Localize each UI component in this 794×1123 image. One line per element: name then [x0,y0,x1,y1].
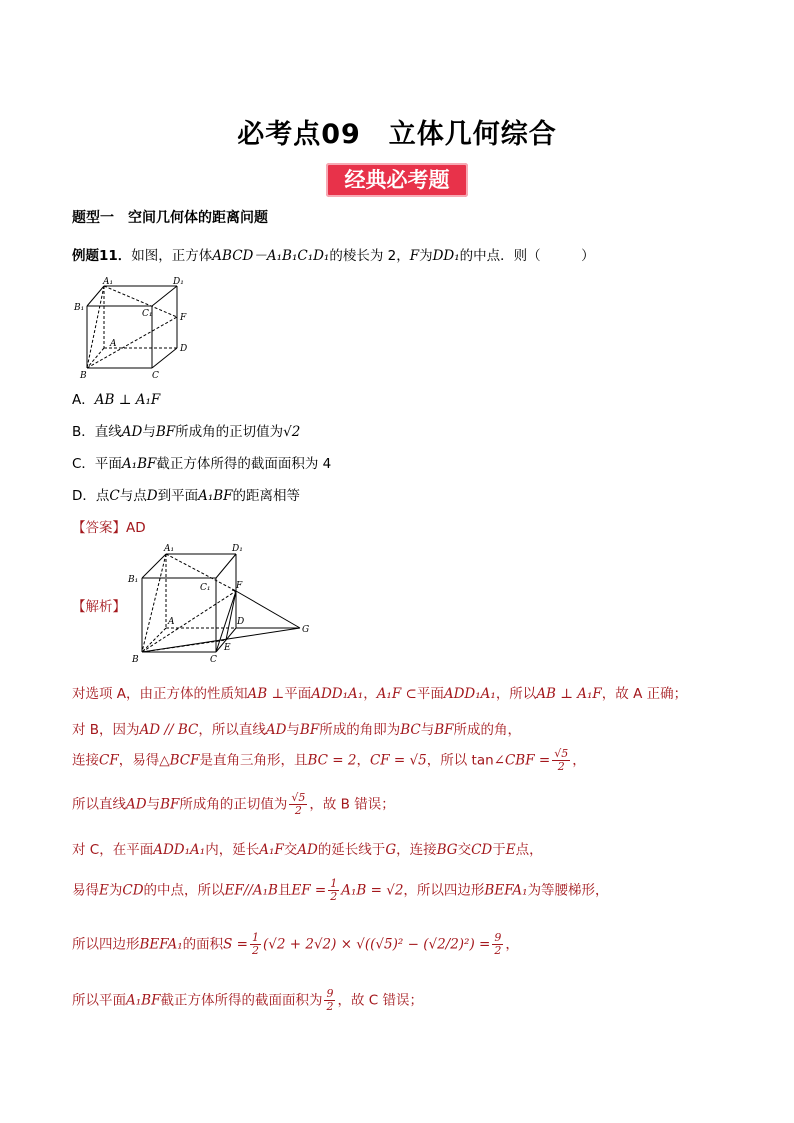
text-fragment: A． [72,392,95,408]
text-fragment: 2 [294,804,302,817]
text-fragment: √2 [283,424,301,440]
page-title: 必考点09 立体几何综合 [237,119,557,150]
solution-line-7 [72,932,519,957]
text-fragment: 交 [457,842,472,858]
solution-line-5 [72,838,543,858]
text-fragment: ，连接 [396,842,437,858]
text-fragment: 所成的角即为 [319,722,401,738]
text-fragment: BG [436,842,458,858]
text-fragment: CF [99,752,119,769]
option-a [72,388,160,408]
fig1-label-C: C [152,371,159,381]
text-fragment: 2 [326,1000,334,1013]
text-fragment: 1 [330,877,338,890]
fig2-label-D: D [237,617,245,627]
text-fragment: AB ⊥ A₁F [94,392,161,408]
text-fragment: 内，延长 [205,842,260,858]
text-fragment: F [409,248,420,264]
answer-line [72,516,146,536]
text-fragment: ADD₁A₁ [443,686,496,702]
solution-line-1 [72,682,687,702]
text-fragment: 与 [286,722,300,738]
text-fragment: 截正方体所得的截面面积为 [160,992,323,1009]
text-fragment: 易得 [72,882,99,899]
fig2-label-F: F [236,581,243,591]
text-fragment: 与 [142,424,156,440]
option-d [72,484,300,504]
text-fragment: AD [121,424,143,440]
text-fragment: 连接 [72,752,99,769]
fig1-label-B1: B₁ [74,303,85,313]
text-fragment: 9 [326,987,334,1000]
text-fragment: 2 [494,944,502,957]
text-fragment: C．平面 [72,456,122,472]
text-fragment: 如图，正方体 [131,248,213,264]
text-fragment: BF [299,722,320,738]
text-fragment: A₁B = √2 [341,882,404,899]
text-fragment: √5 [554,747,569,760]
text-fragment: BEFA₁ [139,936,183,953]
fig1-label-A: A [110,339,117,349]
fig1-label-F: F [180,313,187,323]
text-fragment: AD [297,842,318,858]
text-fragment: D [146,488,158,504]
text-fragment: 对 C，在平面 [72,842,154,858]
fig1-label-C1: C₁ [142,309,153,319]
text-fragment: AD // BC [139,722,199,738]
fig2-label-B: B [132,655,139,665]
text-fragment: ADD₁A₁ [311,686,364,702]
question-line [72,244,595,264]
question-label: 例题11． [72,248,132,264]
fig1-label-D: D [180,344,188,354]
text-fragment: DD₁ [432,248,460,264]
text-fragment: B．直线 [72,424,122,440]
text-fragment: A₁BF [126,992,161,1009]
fig1-label-D1: D₁ [173,277,184,287]
text-fragment: (√2 + 2√2) × √((√5)² − (√2/2)²) = [263,936,491,953]
text-fragment: 交 [283,842,298,858]
text-fragment: ，故 B 错误； [309,796,395,813]
text-fragment: ， [363,686,377,702]
text-fragment: AD [126,796,147,813]
text-fragment: ，易得 [118,752,160,769]
text-fragment: A₁BF [198,488,233,504]
text-fragment: CD [122,882,144,899]
text-fragment: 于 [492,842,506,858]
text-fragment: 所成角的正切值为 [175,424,284,440]
text-fragment: 为 [419,248,433,264]
text-fragment: C [109,488,120,504]
cube-figure-2 [124,540,324,666]
text-fragment: 平面 [284,686,312,702]
answer-value: AD [126,520,146,536]
classic-badge: 经典必考题 [326,163,468,197]
fig1-label-A1: A₁ [103,277,114,287]
text-fragment: ，故 C 错误； [337,992,423,1009]
text-fragment: ， [356,752,370,769]
option-c [72,452,331,472]
answer-label: 【答案】 [72,520,126,536]
fig2-label-E: E [224,643,231,653]
text-fragment: AB ⊥ [247,686,285,702]
text-fragment: D．点 [72,488,110,504]
text-fragment: 所成角的正切值为 [179,796,288,813]
text-fragment: BC [400,722,421,738]
text-fragment: 2 [557,760,565,773]
text-fragment: 与点 [119,488,147,504]
text-fragment: 且 [277,882,292,899]
solution-line-6 [72,878,609,903]
text-fragment: 是直角三角形，且 [199,752,308,769]
text-fragment: E [99,882,109,899]
text-fragment: 平面 [416,686,444,702]
text-fragment: ABCD－A₁B₁C₁D₁ [212,248,330,264]
text-fragment: BC = 2 [307,752,357,769]
text-fragment: 所以平面 [72,992,126,1009]
text-fragment: BF [155,424,176,440]
cube-figure-1 [72,276,202,382]
text-fragment: ，所以直线 [198,722,266,738]
text-fragment: G [385,842,397,858]
fig2-label-A1: A₁ [164,544,175,554]
text-fragment: 的中点．则（ ） [459,248,595,264]
text-fragment: 为等腰梯形， [527,882,609,899]
text-fragment: A₁BF [121,456,157,472]
text-fragment: ，所以 [495,686,537,702]
text-fragment: ， [505,936,519,953]
text-fragment: 到平面 [157,488,199,504]
text-fragment: AD [265,722,287,738]
text-fragment: ，故 A 正确； [601,686,688,702]
text-fragment: 的棱长为 2， [329,248,410,264]
text-fragment: ∠CBF = [493,752,551,769]
fig2-label-G: G [302,625,310,635]
text-fragment: AB ⊥ A₁F [536,686,602,702]
text-fragment: S = [223,936,248,953]
text-fragment: 所成的角， [453,722,522,738]
text-fragment: EF//A₁B [224,882,278,899]
text-fragment: 的中点，所以 [143,882,225,899]
fig1-label-B: B [80,371,87,381]
fig2-label-B1: B₁ [128,575,139,585]
solution-line-3 [72,748,586,773]
text-fragment: 为 [108,882,123,899]
text-fragment: CF = √5 [369,752,427,769]
text-fragment: E [505,842,516,858]
analysis-label: 【解析】 [72,599,126,615]
text-fragment: BF [434,722,454,738]
text-fragment: 1 [252,931,259,944]
text-fragment: BEFA₁ [484,882,528,899]
text-fragment: 与 [420,722,435,738]
text-fragment: √5 [291,791,306,804]
text-fragment: 对 B，因为 [72,722,140,738]
text-fragment: A₁F ⊂ [376,686,417,702]
text-fragment: 对选项 A，由正方体的性质知 [72,686,248,702]
text-fragment: 9 [494,931,502,944]
solution-line-8 [72,988,423,1013]
solution-line-4 [72,792,395,817]
text-fragment: 2 [330,890,338,903]
fig2-label-C: C [210,655,217,665]
fig2-label-D1: D₁ [232,544,243,554]
text-fragment: ，所以 tan [426,752,494,769]
text-fragment: 所以直线 [72,796,126,813]
text-fragment: BF [160,796,180,813]
text-fragment: CD [471,842,493,858]
section-heading: 题型一 空间几何体的距离问题 [72,210,268,226]
text-fragment: 与 [146,796,161,813]
text-fragment: △BCF [159,752,200,769]
text-fragment: 截正方体所得的截面面积为 4 [156,456,332,472]
text-fragment: 点， [515,842,543,858]
text-fragment: 2 [252,944,259,957]
text-fragment: 的距离相等 [232,488,301,504]
text-fragment: ，所以四边形 [403,882,485,899]
fig2-label-C1: C₁ [200,583,211,593]
text-fragment: ADD₁A₁ [153,842,206,858]
text-fragment: A₁F [259,842,284,858]
text-fragment: EF = [291,882,327,899]
option-b [72,420,300,440]
text-fragment: 所以四边形 [72,936,140,953]
solution-line-2 [72,718,521,738]
text-fragment: ， [572,752,586,769]
text-fragment: 的面积 [182,936,224,953]
fig2-label-A: A [168,617,175,627]
text-fragment: 的延长线于 [317,842,386,858]
